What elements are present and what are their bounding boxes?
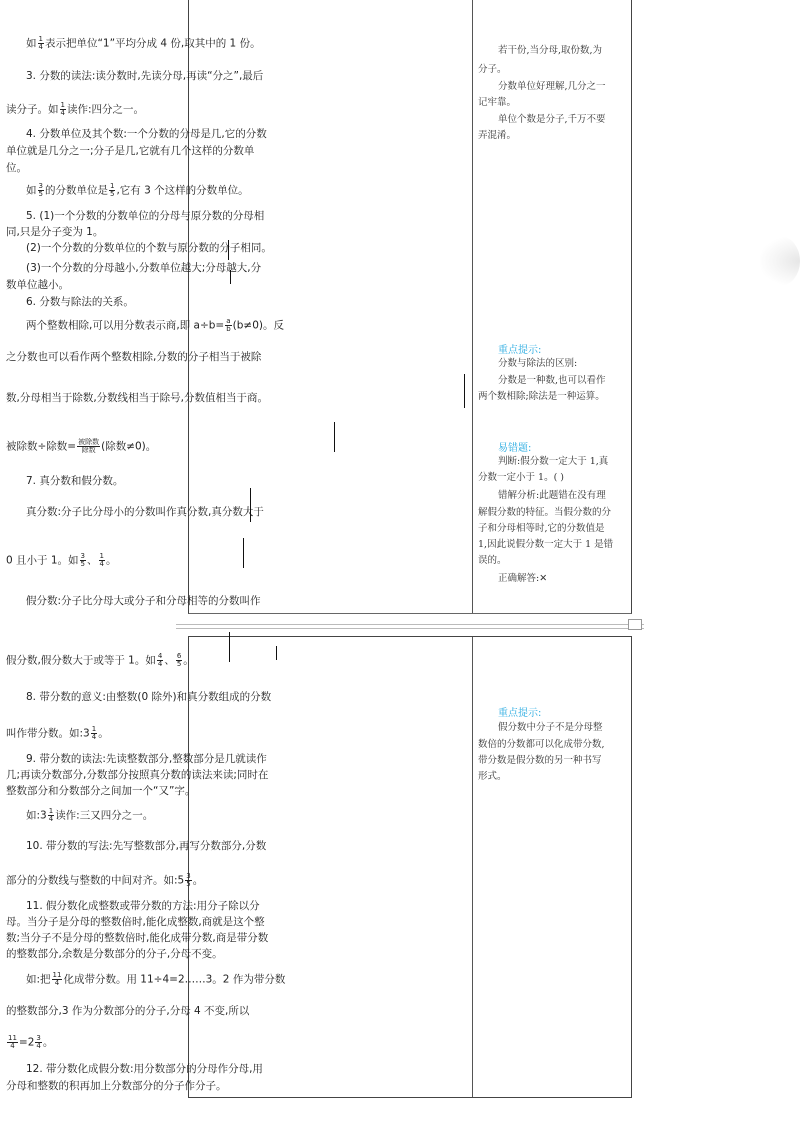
p2-line-10: 母。当分子是分母的整数倍时,能化成整数,商就是这个整 xyxy=(6,916,265,928)
side-note-line: 若干份,当分母,取份数,为 xyxy=(498,45,603,56)
column-divider xyxy=(472,637,473,1097)
fraction: $\frac{1}{4}$ xyxy=(60,101,65,117)
side-note-line: 分子。 xyxy=(478,64,507,75)
side-note-line: 记牢靠。 xyxy=(478,97,517,108)
fraction: $\frac{3}{4}$ xyxy=(36,1034,41,1050)
p2-line-1: 8. 带分数的意义:由整数(0 除外)和真分数组成的分数 xyxy=(26,691,272,703)
fraction: $\frac{1}{4}$ xyxy=(38,35,43,51)
side-note-line: 子和分母相等时,它的分数值是 xyxy=(478,523,605,534)
text-cursor xyxy=(228,240,229,260)
p2-line-6: 如:3 $\frac{1}{4}$ 读作:三又四分之一。 xyxy=(26,807,154,823)
p1-line-6: 如 $\frac{3}{5}$ 的分数单位是 $\frac{1}{5}$ ,它有 3 个这样的分数单位。 xyxy=(26,182,249,198)
fraction: $\frac{1}{5}$ xyxy=(109,182,115,198)
p1-line-19: 0 且小于 1。如 $\frac{3}{5}$ 、 $\frac{1}{4}$ 。 xyxy=(6,552,117,568)
page-corner-marker xyxy=(628,619,642,630)
p1-line-10: (3)一个分数的分母越小,分数单位越大;分母越大,分 xyxy=(26,262,262,274)
text-cursor xyxy=(243,538,244,568)
p2-line-2: 叫作带分数。如:3 $\frac{1}{4}$ 。 xyxy=(6,725,109,741)
p2-line-12: 的整数部分,余数是分数部分的分子,分母不变。 xyxy=(6,948,223,960)
side-note-line: 数倍的分数都可以化成带分数, xyxy=(478,739,605,750)
side-note-line: 解假分数的特征。当假分数的分 xyxy=(478,507,612,518)
fraction: $\frac{3}{5}$ xyxy=(186,872,191,888)
p1-line-8: 同,只是分子变为 1。 xyxy=(6,226,104,238)
p1-line-2: 读分子。如 $\frac{1}{4}$ 读作:四分之一。 xyxy=(6,101,145,117)
fraction: $\frac{3}{5}$ xyxy=(38,182,43,198)
side-note-line: 1,因此说假分数一定大于 1 是错 xyxy=(478,539,614,550)
p1-line-4: 单位就是几分之一;分子是几,它就有几个这样的分数单 xyxy=(6,145,255,157)
p1-line-15: 数,分母相当于除数,分数线相当于除号,分数值相当于商。 xyxy=(6,392,269,404)
p2-line-9: 11. 假分数化成整数或带分数的方法:用分子除以分 xyxy=(26,900,260,912)
p1-line-1: 3. 分数的读法:读分数时,先读分母,再读“分之”,最后 xyxy=(26,70,264,82)
key-tip-title: 重点提示: xyxy=(498,345,542,356)
fraction: 被除数 除数 xyxy=(78,438,100,454)
fraction: $\frac{1}{4}$ xyxy=(99,552,104,568)
fraction: $\frac{3}{5}$ xyxy=(80,552,86,568)
p2-line-17: 分母和整数的积再加上分数部分的分子作分子。 xyxy=(6,1080,227,1092)
column-divider xyxy=(472,0,473,613)
p1-line-7: 5. (1)一个分数的分数单位的分母与原分数的分母相 xyxy=(26,210,265,222)
p2-line-4: 几;再读分数部分,分数部分按照真分数的读法来读;同时在 xyxy=(6,769,269,781)
p1-line-3: 4. 分数单位及其个数:一个分数的分母是几,它的分数 xyxy=(26,128,267,140)
p1-line-18: 真分数:分子比分母小的分数叫作真分数,真分数大于 xyxy=(26,506,264,518)
p2-line-5: 整数部分和分数部分之间加一个“又”字。 xyxy=(6,785,196,797)
text-cursor xyxy=(276,646,277,660)
side-note-line: 分数是一种数,也可以看作 xyxy=(498,375,606,386)
side-note-line: 形式。 xyxy=(478,771,507,782)
side-note-line: 分数一定小于 1。( ) xyxy=(478,472,564,483)
p2-line-14: 的整数部分,3 作为分数部分的分子,分母 4 不变,所以 xyxy=(6,1005,250,1017)
side-note-line: 分数与除法的区别: xyxy=(498,358,578,369)
fraction: $\frac{11}{4}$ xyxy=(52,971,62,987)
fraction: $\frac{6}{5}$ xyxy=(176,652,182,668)
p1-line-9: (2)一个分数的分数单位的个数与原分数的分子相同。 xyxy=(26,242,272,254)
side-note-line: 误的。 xyxy=(478,555,507,566)
p2-line-0: 假分数,假分数大于或等于 1。如 $\frac{4}{4}$ 、 $\frac{6}{5}$ 。 xyxy=(6,652,194,668)
p1-line-20: 假分数:分子比分母大或分子和分母相等的分数叫作 xyxy=(26,595,261,607)
p2-line-13: 如:把 $\frac{11}{4}$ 化成带分数。用 11÷4=2……3。2 作为带分数 xyxy=(26,971,286,987)
text-cursor xyxy=(250,488,251,522)
text-cursor xyxy=(229,632,230,662)
error-prone-title: 易错题: xyxy=(498,443,532,454)
p1-line-12: 6. 分数与除法的关系。 xyxy=(26,296,134,308)
page-break-line xyxy=(176,624,644,625)
side-note-line: 假分数中分子不是分母整 xyxy=(498,722,603,733)
p1-line-5: 位。 xyxy=(6,162,27,174)
page-break-line xyxy=(176,628,644,629)
p2-line-3: 9. 带分数的读法:先读整数部分,整数部分是几就读作 xyxy=(26,753,267,765)
fraction: $\frac{4}{4}$ xyxy=(157,652,163,668)
side-note-line: 弄混淆。 xyxy=(478,130,517,141)
p2-line-8: 部分的分数线与整数的中间对齐。如:5 $\frac{3}{5}$ 。 xyxy=(6,872,204,888)
side-note-line: 两个数相除;除法是一种运算。 xyxy=(478,391,605,402)
fraction: $\frac{1}{4}$ xyxy=(91,725,97,741)
text-cursor xyxy=(464,374,465,408)
key-tip-title: 重点提示: xyxy=(498,708,542,719)
p1-line-0: 如 $\frac{1}{4}$ 表示把单位“1”平均分成 4 份,取其中的 1 份。 xyxy=(26,35,261,51)
p2-line-7: 10. 带分数的写法:先写整数部分,再写分数部分,分数 xyxy=(26,840,267,852)
fraction: $\frac{1}{4}$ xyxy=(48,807,54,823)
p1-line-14: 之分数也可以看作两个整数相除,分数的分子相当于被除 xyxy=(6,351,262,363)
p2-line-16: 12. 带分数化成假分数:用分数部分的分母作分母,用 xyxy=(26,1063,263,1075)
side-note-line: 判断:假分数一定大于 1,真 xyxy=(498,456,609,467)
p2-line-15: $\frac{11}{4}$ =2 $\frac{3}{4}$ 。 xyxy=(8,1034,54,1050)
side-note-line: 分数单位好理解,几分之一 xyxy=(498,81,606,92)
p1-line-11: 数单位越小。 xyxy=(6,279,69,291)
text-cursor xyxy=(230,270,231,284)
side-note-line: 错解分析:此题错在没有理 xyxy=(498,490,606,501)
fraction: $\frac{a}{b}$ xyxy=(226,317,231,333)
text-cursor xyxy=(334,422,335,452)
p2-line-11: 数;当分子不是分母的整数倍时,能化成带分数,商是带分数 xyxy=(6,932,269,944)
fraction: $\frac{11}{4}$ xyxy=(8,1034,17,1050)
p1-line-13: 两个整数相除,可以用分数表示商,即 a÷b= $\frac{a}{b}$ (b≠0)。反 xyxy=(26,317,285,333)
p1-line-16: 被除数÷除数= 被除数 除数 (除数≠0)。 xyxy=(6,438,157,454)
side-note-line: 单位个数是分子,千万不要 xyxy=(498,114,606,125)
screen-glare xyxy=(760,236,800,286)
page-2 xyxy=(188,636,632,1098)
side-note-answer: 正确解答:✕ xyxy=(498,573,548,584)
p1-line-17: 7. 真分数和假分数。 xyxy=(26,475,124,487)
side-note-line: 带分数是假分数的另一种书写 xyxy=(478,755,602,766)
